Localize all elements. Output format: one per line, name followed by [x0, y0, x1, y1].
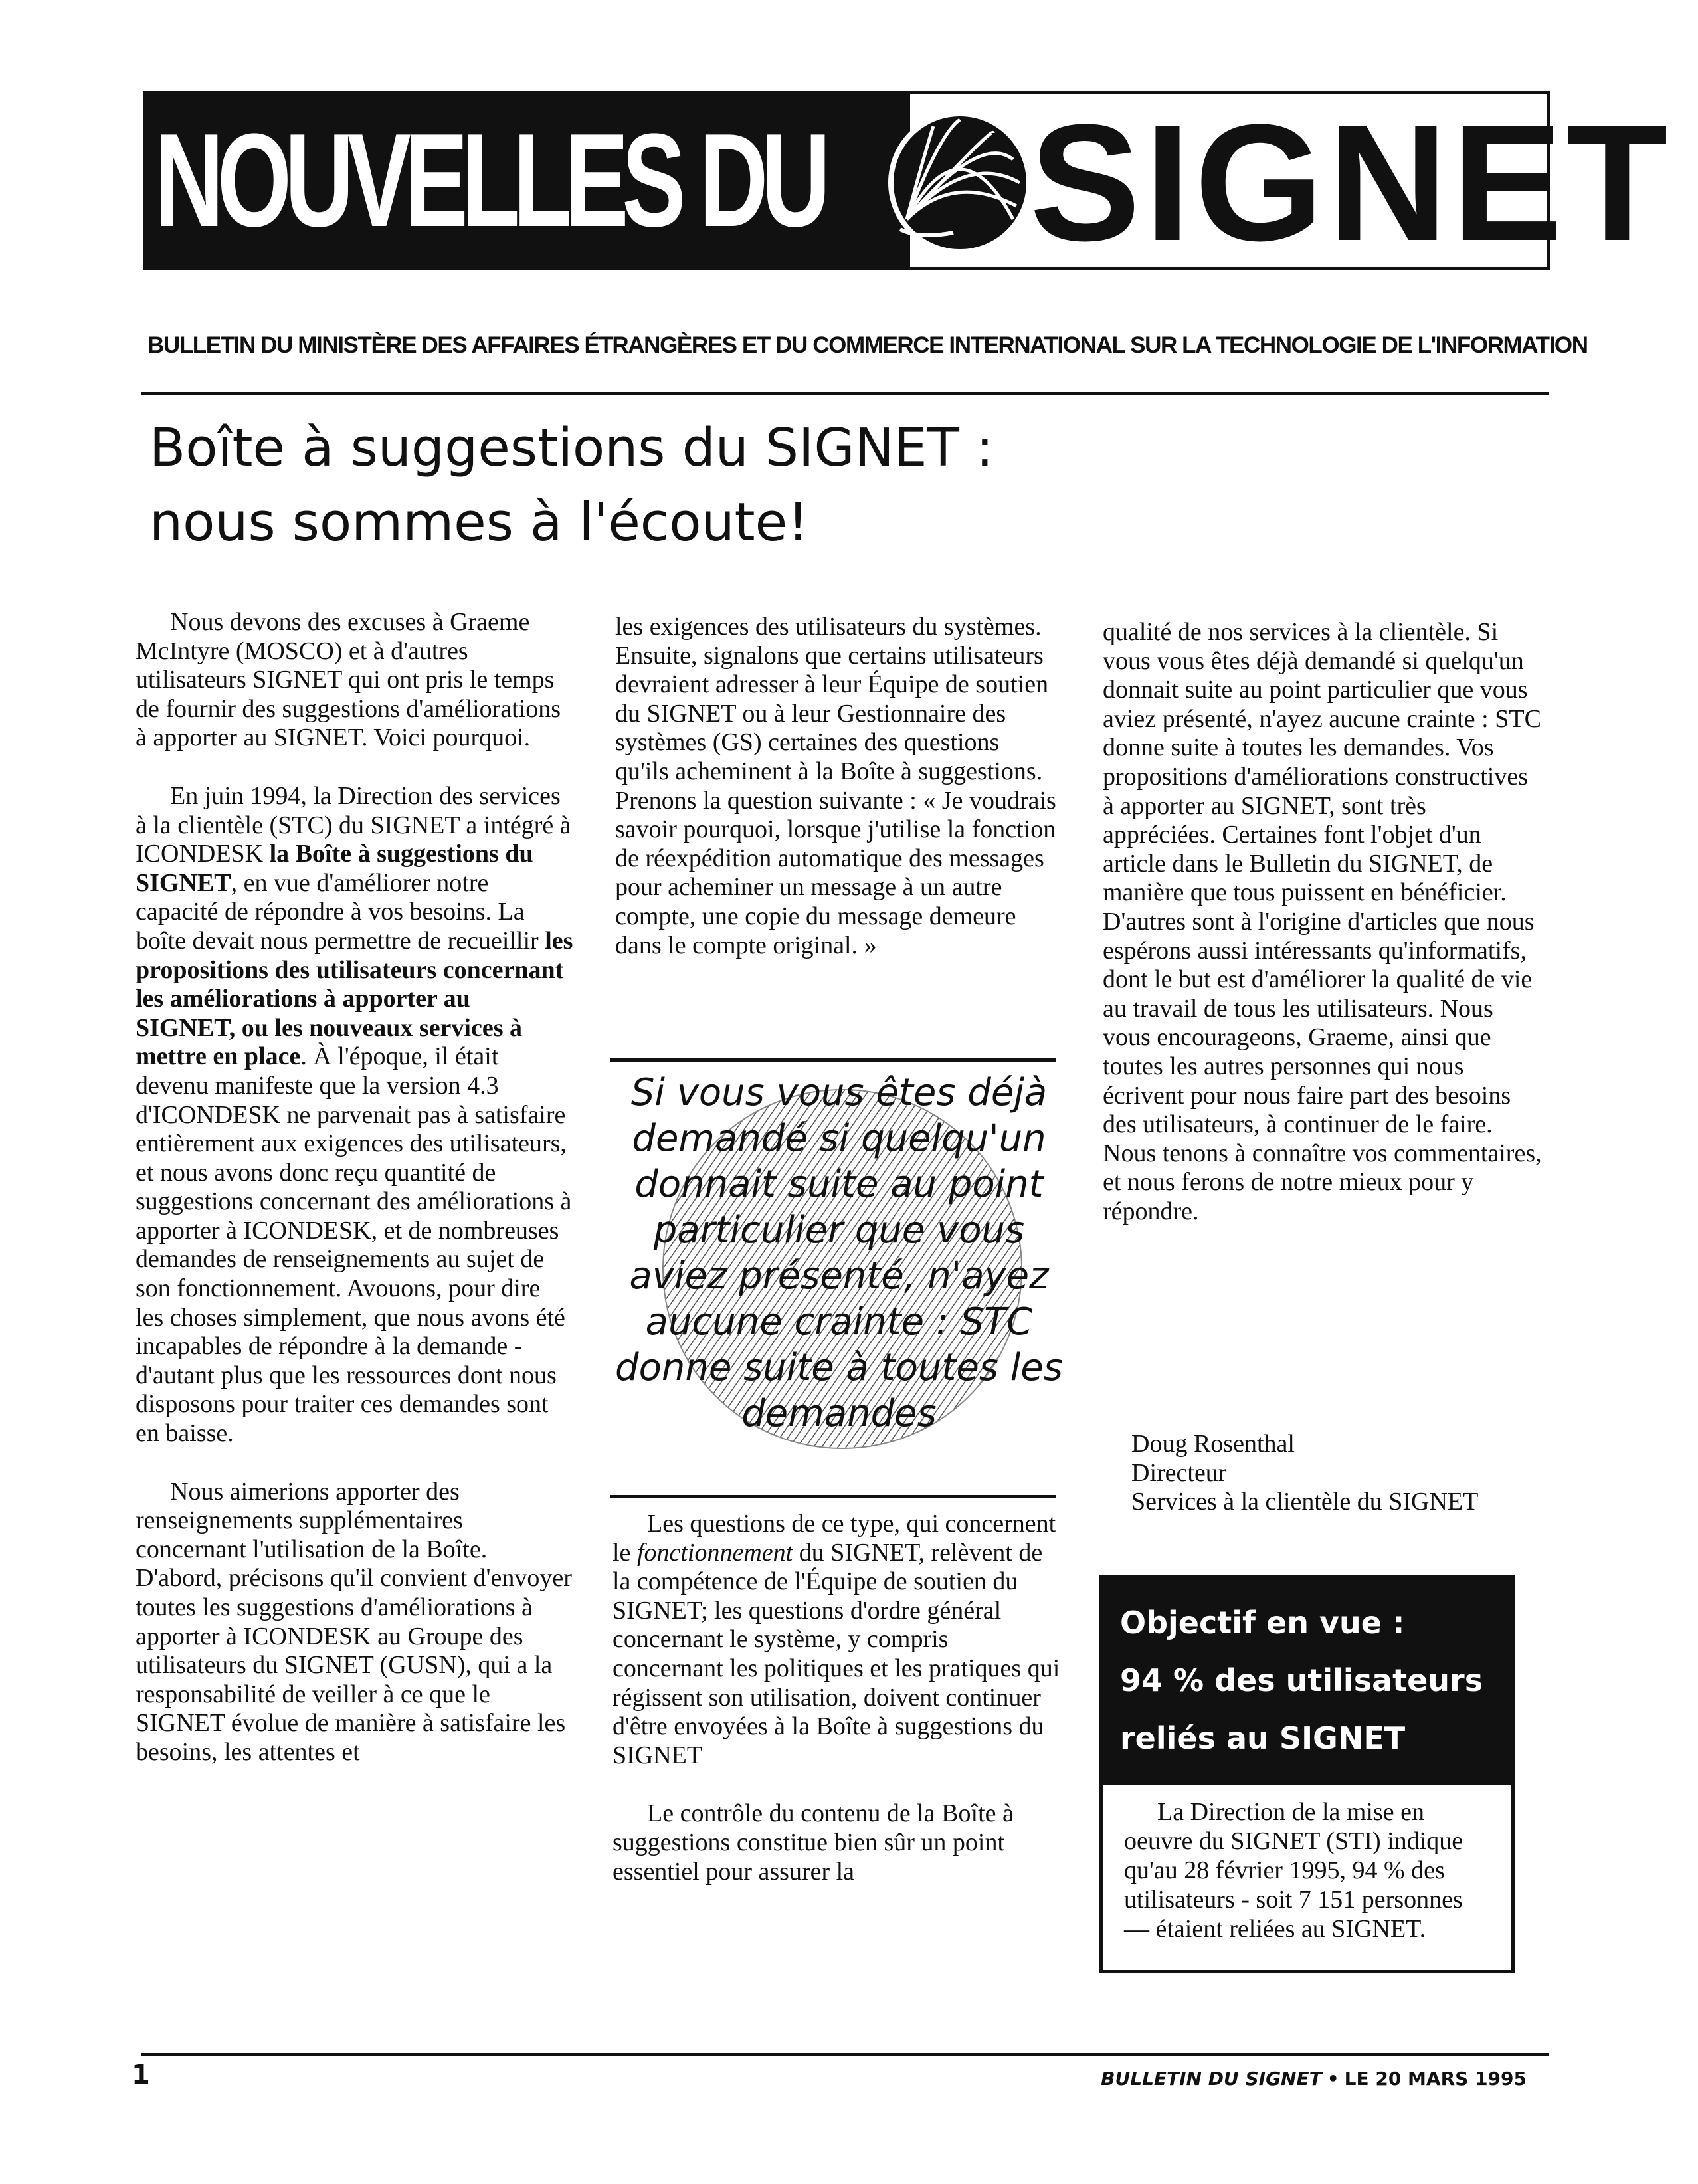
- headline-line-2: nous sommes à l'écoute!: [149, 492, 808, 553]
- col2-paragraph-1: les exigences des utilisateurs du systèmes. Ensuite, signalons que certains utilisateurs devraient adresser à leur Équipe de soutien du SIGNET ou à leur Gestionnaire des systèmes (GS) certaines des questions qu'ils acheminent à la Boîte à suggestions. Prenons la question suivante : « Je voudrais savoir pourquoi, lorsque j'utilise la fonction de réexpédition automatique des messages pour acheminer un message à un autre compte, une copie du message demeure dans le compte original. »: [615, 613, 1056, 959]
- page-number: 1: [132, 2060, 150, 2090]
- headline-line-1: Boîte à suggestions du SIGNET :: [149, 417, 994, 478]
- signature-name: Doug Rosenthal: [1131, 1430, 1295, 1458]
- col1-p2-text-c: . À l'époque, il était devenu manifeste que la version 4.3 d'ICONDESK ne parvenait pas à satisfaire entièrement aux exigences des utilisateurs, et nous avons donc reçu quantité de suggestions concernant des améliorations à apporter à ICONDESK, et de nombreuses demandes de renseignements au sujet de son fonctionnement. Avouons, pour dire les choses simplement, que nous avons été incapables de répondre à la demande - d'autant plus que les ressources dont nous disposons pour traiter ces demandes sont en baisse.: [136, 1042, 572, 1448]
- col1-paragraph-2: [136, 782, 574, 1448]
- col1-p2-bold-a: la Boîte à suggestions du SIGNET: [136, 840, 533, 897]
- signature-block: [1131, 1430, 1478, 1517]
- shell-logo-icon: [880, 106, 1040, 259]
- objectif-heading-line-2: 94 % des utilisateurs: [1120, 1662, 1483, 1698]
- col1-paragraph-1: Nous devons des excuses à Graeme McIntyre (MOSCO) et à d'autres utilisateurs SIGNET qui ont pris le temps de fournir des suggestions d'améliorations à apporter au SIGNET. Voici pourquoi.: [136, 608, 561, 752]
- col2-p2-emphasis: fonctionnement: [636, 1538, 793, 1567]
- pullquote-top-rule: [610, 1058, 1056, 1062]
- col1-p2-bold-b: les propositions des utilisateurs concernant les améliorations à apporter au SIGNET, ou les nouveaux services à mettre en place: [136, 926, 573, 1071]
- masthead-title-left: NOUVELLES DU: [146, 94, 593, 267]
- article-column-2: [615, 613, 1057, 989]
- objectif-sidebar-box: [1099, 1575, 1515, 1973]
- article-column-1: [136, 608, 574, 1797]
- col1-paragraph-3: Nous aimerions apporter des renseignements supplémentaires concernant l'utilisation de la Boîte. D'abord, précisons qu'il convient d'envoyer toutes les suggestions d'améliorations à apporter à ICONDESK au Groupe des utilisateurs du SIGNET (GUSN), qui a la responsabilité de veiller à ce que le SIGNET évolue de manière à satisfaire les besoins, les attentes et: [136, 1477, 572, 1766]
- bottom-divider: [141, 2053, 1549, 2056]
- col2-paragraph-3: Le contrôle du contenu de la Boîte à suggestions constitue bien sûr un point essentiel pour assurer la: [613, 1799, 1014, 1886]
- objectif-heading-line-3: reliés au SIGNET: [1120, 1720, 1406, 1756]
- col3-paragraph-1: qualité de nos services à la clientèle. Si vous vous êtes déjà demandé si quelqu'un donnait suite au point particulier que vous aviez présenté, n'ayez aucune crainte : STC donne suite à toutes les demandes. Vos propositions d'améliorations constructives à apporter au SIGNET, sont très appréciées. Certaines font l'objet d'un article dans le Bulletin du SIGNET, de manière que tous puissent en bénéficier. D'autres sont à l'origine d'articles que nous espérons aussi intéressants qu'informatifs, dont le but est d'améliorer la qualité de vie au travail de tous les utilisateurs. Nous vous encourageons, Graeme, ainsi que toutes les autres personnes qui nous écrivent pour nous faire part des besoins des utilisateurs, à continuer de le faire. Nous tenons à connaître vos commentaires, et nous ferons de notre mieux pour y répondre.: [1103, 618, 1542, 1225]
- objectif-heading: [1103, 1578, 1511, 1785]
- pullquote-bottom-rule: [610, 1495, 1056, 1498]
- col2-p2-text-b: du SIGNET, relèvent de la compétence de l'Équipe de soutien du SIGNET; les questions d'ordre général concernant le système, y compris concernant les politiques et les pratiques qui régissent son utilisation, doivent continuer d'être envoyées à la Boîte à suggestions du SIGNET: [613, 1538, 1060, 1769]
- article-column-2-lower: [613, 1510, 1064, 1916]
- masthead-title-right: SIGNET: [1030, 90, 1672, 275]
- objectif-body: [1103, 1785, 1511, 1943]
- col1-p2-text-b: , en vue d'améliorer notre capacité de répondre à vos besoins. La boîte devait nous permettre de recueillir: [136, 868, 545, 955]
- masthead: [143, 90, 1672, 275]
- signature-unit: Services à la clientèle du SIGNET: [1131, 1488, 1479, 1516]
- col2-p2-text-a: Les questions de ce type, qui concernent le: [613, 1510, 1056, 1567]
- col1-p2-text-a: En juin 1994, la Direction des services à la clientèle (STC) du SIGNET a intégré à ICONDESK: [136, 781, 571, 868]
- footer-separator: •: [1327, 2068, 1339, 2090]
- footer-publication-line: [1089, 2068, 1527, 2090]
- article-headline: [149, 411, 1279, 559]
- pullquote-text: Si vous vous êtes déjà demandé si quelqu'un donnait suite au point particulier que vous aviez présenté, n'ayez aucune crainte : STC donne suite à toutes les demandes: [615, 1071, 1063, 1435]
- footer-publication: BULLETIN DU SIGNET: [1101, 2068, 1322, 2090]
- article-column-3: [1103, 618, 1545, 1255]
- masthead-subtitle: BULLETIN DU MINISTÈRE DES AFFAIRES ÉTRANGÈRES ET DU COMMERCE INTERNATIONAL SUR LA TECHNOLOGIE DE L'INFORMATION: [147, 332, 1588, 358]
- top-divider: [141, 392, 1549, 395]
- objectif-heading-line-1: Objectif en vue :: [1120, 1605, 1405, 1640]
- pullquote: [610, 1070, 1068, 1482]
- col2-paragraph-2: [613, 1510, 1064, 1770]
- footer-date: LE 20 MARS 1995: [1344, 2068, 1527, 2090]
- signature-title: Directeur: [1131, 1458, 1227, 1487]
- objectif-body-text: La Direction de la mise en oeuvre du SIGNET (STI) indique qu'au 28 février 1995, 94 % des utilisateurs - soit 7 151 personnes — étaient reliées au SIGNET.: [1124, 1798, 1463, 1943]
